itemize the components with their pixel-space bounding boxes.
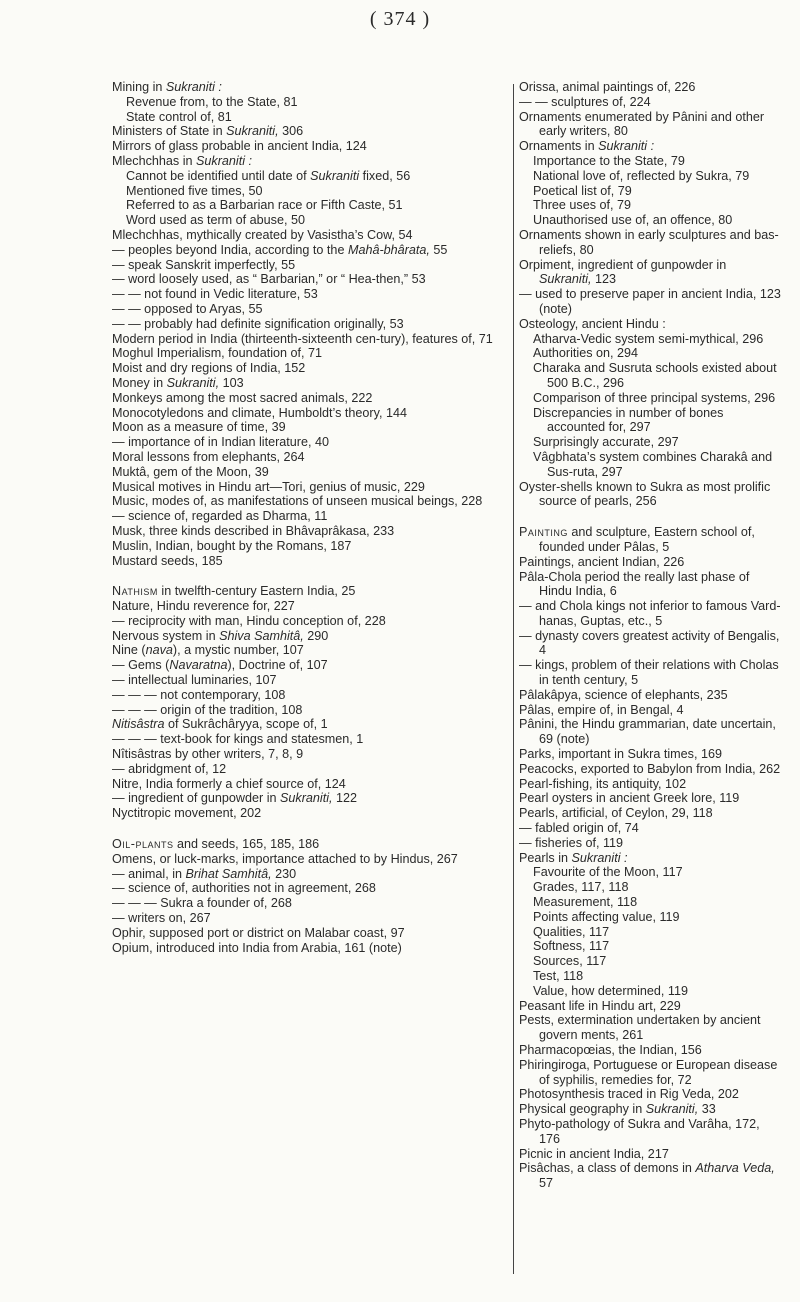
index-entry <box>112 361 510 376</box>
index-entry <box>112 777 510 792</box>
page-number: ( 374 ) <box>369 8 431 30</box>
entry-text: Pânini, the Hindu grammarian, date uncertain, 69 (note) <box>519 717 776 747</box>
index-subentry <box>112 95 510 110</box>
index-entry <box>519 570 781 600</box>
index-entry <box>112 509 510 524</box>
index-subentry <box>519 969 781 984</box>
index-entry <box>519 1013 781 1043</box>
entry-italic-title: Mahâ-bhârata, <box>347 242 430 257</box>
index-entry <box>519 1161 781 1191</box>
entry-text: — reciprocity with man, Hindu conception of, 228 <box>112 613 386 628</box>
index-entry <box>519 629 781 659</box>
entry-text: Pâlakâpya, science of elephants, 235 <box>519 687 728 702</box>
entry-page-ref: 103 <box>219 375 244 390</box>
index-subentry <box>519 880 781 895</box>
index-entry <box>519 80 781 95</box>
entry-text: — kings, problem of their relations with Cholas in tenth century, 5 <box>519 658 779 688</box>
index-subentry <box>519 435 781 450</box>
entry-text: Charaka and Susruta schools existed about 500 B.C., 296 <box>533 361 777 390</box>
column-divider <box>513 84 514 1274</box>
entry-lead-word: Oil-plants <box>112 837 174 852</box>
index-subentry <box>519 954 781 969</box>
entry-italic-title: Brihat Samhitâ, <box>185 866 272 881</box>
index-entry <box>112 896 510 911</box>
entry-text: Nîtisâstras by other writers, 7, 8, 9 <box>112 747 304 762</box>
entry-text: Pisâchas, a class of demons in <box>519 1161 696 1176</box>
index-entry <box>112 139 510 154</box>
entry-text: — and Chola kings not inferior to famous Vard-hanas, Guptas, etc., 5 <box>519 599 781 628</box>
index-subentry <box>112 213 510 228</box>
entry-page-ref: 55 <box>429 242 448 257</box>
entry-text: Pâla-Chola period the really last phase of Hindu India, 6 <box>519 569 750 599</box>
index-column-left <box>112 80 510 955</box>
index-entry <box>112 317 510 332</box>
entry-text: Moral lessons from elephants, 264 <box>112 449 305 464</box>
entry-text: — intellectual luminaries, 107 <box>112 673 277 688</box>
entry-text: — peoples beyond India, according to the <box>112 242 348 257</box>
entry-text: — importance of in Indian literature, 40 <box>112 435 330 450</box>
index-entry <box>112 435 510 450</box>
entry-text: — animal, in <box>112 866 186 881</box>
entry-text: Moist and dry regions of India, 152 <box>112 361 306 376</box>
entry-text: — science of, authorities not in agreement, 268 <box>112 881 376 896</box>
index-entry <box>112 703 510 718</box>
index-subentry <box>519 213 781 228</box>
index-entry <box>519 317 781 332</box>
entry-text: Poetical list of, 79 <box>533 183 632 198</box>
entry-text: Phyto-pathology of Sukra and Varâha, 172, 176 <box>519 1116 760 1146</box>
index-subentry <box>519 895 781 910</box>
entry-italic-title: Sukraniti : <box>196 153 252 168</box>
entry-text: Nitre, India formerly a chief source of, 124 <box>112 776 346 791</box>
entry-text: Pharmacopœias, the Indian, 156 <box>519 1043 702 1057</box>
index-entry <box>519 747 781 762</box>
index-subentry <box>519 184 781 199</box>
entry-italic-title: Sukraniti : <box>571 850 628 865</box>
entry-italic-title: Atharva Veda, <box>695 1161 775 1176</box>
index-subentry <box>112 110 510 125</box>
index-entry <box>112 614 510 629</box>
entry-text: Mining in <box>112 80 166 94</box>
entry-page-ref: 122 <box>332 791 358 806</box>
index-entry <box>112 80 510 95</box>
entry-text: Ministers of State in <box>112 124 227 139</box>
entry-italic-title: nava <box>145 643 173 658</box>
index-entry <box>112 391 510 406</box>
entry-page-ref: fixed, 56 <box>359 168 411 183</box>
index-entry <box>519 688 781 703</box>
entry-text: Music, modes of, as manifestations of unseen musical beings, 228 <box>112 494 483 509</box>
entry-text: Mlechchhas in <box>112 153 196 168</box>
index-subentry <box>519 910 781 925</box>
entry-text: Picnic in ancient India, 217 <box>519 1146 669 1161</box>
index-entry <box>112 272 510 287</box>
entry-page-ref: 57 <box>539 1176 554 1191</box>
index-entry <box>112 599 510 614</box>
entry-text: Ornaments shown in early sculptures and bas-reliefs, 80 <box>519 227 779 257</box>
index-entry <box>112 243 510 258</box>
entry-italic-title: Sukraniti <box>310 168 360 183</box>
entry-text: Nyctitropic movement, 202 <box>112 806 262 821</box>
entry-text: — fabled origin of, 74 <box>519 821 639 836</box>
entry-text: Mentioned five times, 50 <box>126 183 263 198</box>
index-entry <box>112 346 510 361</box>
entry-text: Osteology, ancient Hindu : <box>519 316 666 331</box>
index-entry <box>112 881 510 896</box>
index-entry <box>112 658 510 673</box>
index-entry <box>519 95 781 110</box>
index-entry <box>519 110 781 140</box>
entry-text: Photosynthesis traced in Rig Veda, 202 <box>519 1087 739 1102</box>
entry-text: — — not found in Vedic literature, 53 <box>112 287 318 302</box>
entry-text: — fisheries of, 119 <box>519 835 624 850</box>
entry-text: Unauthorised use of, an offence, 80 <box>533 213 733 228</box>
entry-page-ref: 230 <box>271 866 297 881</box>
index-entry <box>112 302 510 317</box>
index-entry <box>519 791 781 806</box>
entry-text: — science of, regarded as Dharma, 11 <box>112 509 328 524</box>
index-entry <box>519 1117 781 1147</box>
index-subentry <box>519 984 781 999</box>
index-entry <box>519 287 781 317</box>
entry-text: Discrepancies in number of bones accounted for, 297 <box>533 405 724 435</box>
index-entry <box>519 228 781 258</box>
entry-text: — word loosely used, as “ Barbarian,” or “ Hea-then,” 53 <box>112 272 426 287</box>
entry-text: Paintings, ancient Indian, 226 <box>519 554 685 569</box>
entry-text: and sculpture, Eastern school of, founded under Pâlas, 5 <box>539 525 755 554</box>
entry-text: Pests, extermination undertaken by ancient govern ments, 261 <box>519 1013 761 1043</box>
index-entry <box>112 332 510 347</box>
entry-text: — — opposed to Aryas, 55 <box>112 301 263 316</box>
index-subentry <box>519 939 781 954</box>
entry-text: Musk, three kinds described in Bhâvaprâkasa, 233 <box>112 523 395 538</box>
index-entry <box>112 124 510 139</box>
index-entry <box>519 139 781 154</box>
index-entry <box>519 1087 781 1102</box>
entry-text: — Gems ( <box>112 658 170 673</box>
index-entry <box>519 777 781 792</box>
index-entry <box>112 287 510 302</box>
entry-text: Opium, introduced into India from Arabia, 161 (note) <box>112 940 402 955</box>
entry-text: Surprisingly accurate, 297 <box>533 435 679 450</box>
entry-text: — — sculptures of, 224 <box>519 94 651 109</box>
entry-text: Modern period in India (thirteenth-sixteenth cen-tury), features of, 71 <box>112 331 493 346</box>
entry-text: Pâlas, empire of, in Bengal, 4 <box>519 702 684 717</box>
entry-text: Word used as term of abuse, 50 <box>126 213 305 228</box>
entry-page-ref: 123 <box>591 272 617 287</box>
index-entry <box>112 480 510 495</box>
entry-text: Phiringiroga, Portuguese or European disease of syphilis, remedies for, 72 <box>519 1057 778 1087</box>
entry-text: Favourite of the Moon, 117 <box>533 865 683 880</box>
entry-text: Moghul Imperialism, foundation of, 71 <box>112 346 323 361</box>
index-entry <box>112 911 510 926</box>
index-entry <box>112 406 510 421</box>
index-subentry <box>519 346 781 361</box>
entry-text: Musical motives in Hindu art—Tori, genius of music, 229 <box>112 479 425 494</box>
entry-text: Peacocks, exported to Babylon from India, 262 <box>519 761 781 776</box>
entry-italic-lead: Nitisâstra <box>112 717 165 732</box>
index-subentry <box>519 406 781 436</box>
entry-text: — — — origin of the tradition, 108 <box>112 702 303 717</box>
entry-text: Nature, Hindu reverence for, 227 <box>112 599 295 614</box>
index-entry <box>519 717 781 747</box>
index-entry <box>519 762 781 777</box>
entry-text: Value, how determined, 119 <box>533 983 688 998</box>
entry-text: Mustard seeds, 185 <box>112 553 223 568</box>
entry-page-ref: ), a mystic number, 107 <box>172 643 304 658</box>
index-entry <box>519 658 781 688</box>
index-entry <box>519 480 781 510</box>
entry-text: Authorities on, 294 <box>533 346 639 361</box>
index-entry <box>519 806 781 821</box>
index-entry <box>112 154 510 169</box>
entry-text: Vâgbhata’s system combines Charakâ and Sus-ruta, 297 <box>533 449 773 479</box>
entry-lead-word: Nathism <box>112 584 158 599</box>
index-subentry <box>519 450 781 480</box>
index-subentry <box>112 184 510 199</box>
index-entry <box>112 450 510 465</box>
entry-text: Grades, 117, 118 <box>533 880 629 895</box>
index-entry <box>112 629 510 644</box>
index-subentry <box>519 925 781 940</box>
entry-text: — used to preserve paper in ancient India, 123 (note) <box>519 287 781 316</box>
entry-text: Moon as a measure of time, 39 <box>112 420 286 435</box>
entry-text: Ornaments in <box>519 139 599 154</box>
index-entry <box>112 228 510 243</box>
entry-text: Peasant life in Hindu art, 229 <box>519 998 681 1013</box>
index-subentry <box>519 391 781 406</box>
entry-text: National love of, reflected by Sukra, 79 <box>533 168 750 183</box>
entry-text: Softness, 117 <box>533 939 610 954</box>
entry-italic-title: Sukraniti, <box>539 272 592 287</box>
entry-italic-title: Shiva Samhitâ, <box>219 628 304 643</box>
index-entry <box>112 867 510 882</box>
entry-text: Pearl oysters in ancient Greek lore, 119 <box>519 791 740 806</box>
index-entry <box>112 643 510 658</box>
entry-text: Orissa, animal paintings of, 226 <box>519 80 696 94</box>
entry-italic-title: Sukraniti, <box>166 375 220 390</box>
entry-text: — — — Sukra a founder of, 268 <box>112 896 292 911</box>
index-column-right <box>519 80 781 1191</box>
index-subentry <box>519 361 781 391</box>
entry-text: Mlechchhas, mythically created by Vasistha’s Cow, 54 <box>112 227 413 242</box>
entry-text: Ornaments enumerated by Pânini and other early writers, 80 <box>519 109 765 139</box>
entry-text: Money in <box>112 375 167 390</box>
entry-text: Monkeys among the most sacred animals, 222 <box>112 390 373 405</box>
entry-text: Nervous system in <box>112 628 220 643</box>
index-entry <box>519 258 781 288</box>
index-subentry <box>519 169 781 184</box>
entry-italic-title: Sukraniti : <box>598 139 655 154</box>
entry-text: Pearl-fishing, its antiquity, 102 <box>519 776 687 791</box>
entry-text: Physical geography in <box>519 1102 646 1117</box>
index-entry <box>112 762 510 777</box>
entry-text: of Sukrâchâryya, scope of, 1 <box>164 717 328 732</box>
entry-page-ref: 306 <box>278 124 304 139</box>
entry-text: Points affecting value, 119 <box>533 909 680 924</box>
index-subentry <box>519 332 781 347</box>
entry-text: — — — not contemporary, 108 <box>112 687 286 702</box>
entry-text: — — — text-book for kings and statesmen, 1 <box>112 732 364 747</box>
entry-text: — dynasty covers greatest activity of Bengalis, 4 <box>519 628 780 658</box>
index-subentry <box>112 169 510 184</box>
entry-text: Ophir, supposed port or district on Malabar coast, 97 <box>112 925 405 940</box>
entry-text: Three uses of, 79 <box>533 198 632 213</box>
entry-italic-title: Sukraniti, <box>280 791 333 806</box>
entry-text: Pearls, artificial, of Ceylon, 29, 118 <box>519 806 713 821</box>
index-entry <box>519 851 781 866</box>
entry-text: Orpiment, ingredient of gunpowder in <box>519 257 727 272</box>
index-entry <box>112 494 510 509</box>
index-entry <box>519 1043 781 1058</box>
index-entry <box>519 836 781 851</box>
index-entry <box>112 524 510 539</box>
index-entry <box>112 837 510 852</box>
index-entry <box>112 465 510 480</box>
entry-text: — abridgment of, 12 <box>112 761 227 776</box>
entry-text: in twelfth-century Eastern India, 25 <box>157 584 356 599</box>
index-entry <box>519 999 781 1014</box>
index-entry <box>112 926 510 941</box>
index-entry <box>519 821 781 836</box>
index-entry <box>519 555 781 570</box>
index-subentry <box>519 865 781 880</box>
index-entry <box>112 791 510 806</box>
entry-text: Qualities, 117 <box>533 924 610 939</box>
entry-text: Mirrors of glass probable in ancient India, 124 <box>112 139 367 154</box>
entry-text: Revenue from, to the State, 81 <box>126 94 298 109</box>
index-entry <box>112 584 510 599</box>
entry-text: Muslin, Indian, bought by the Romans, 187 <box>112 538 352 553</box>
entry-text: Atharva-Vedic system semi-mythical, 296 <box>533 331 764 346</box>
index-entry <box>112 376 510 391</box>
entry-text: Importance to the State, 79 <box>533 153 685 168</box>
entry-page-ref: 290 <box>303 628 329 643</box>
entry-text: — ingredient of gunpowder in <box>112 791 281 806</box>
entry-text: — writers on, 267 <box>112 911 211 926</box>
entry-text: Test, 118 <box>533 969 584 984</box>
index-entry <box>112 420 510 435</box>
index-subentry <box>112 198 510 213</box>
index-entry <box>519 1147 781 1162</box>
index-entry <box>112 747 510 762</box>
entry-text: Nine ( <box>112 643 146 658</box>
entry-text: Oyster-shells known to Sukra as most prolific source of pearls, 256 <box>519 479 771 509</box>
entry-text: Parks, important in Sukra times, 169 <box>519 747 722 762</box>
entry-text: State control of, 81 <box>126 109 232 124</box>
entry-page-ref: 33 <box>698 1102 716 1117</box>
index-subentry <box>519 154 781 169</box>
index-entry <box>519 703 781 718</box>
entry-italic-title: Sukraniti : <box>165 80 222 94</box>
entry-page-ref: ), Doctrine of, 107 <box>227 658 328 673</box>
index-entry <box>112 554 510 569</box>
entry-text: Comparison of three principal systems, 296 <box>533 390 776 405</box>
entry-italic-title: Sukraniti, <box>226 124 279 139</box>
entry-lead-word: Painting <box>519 525 568 540</box>
index-entry <box>112 717 510 732</box>
entry-text: Monocotyledons and climate, Humboldt’s theory, 144 <box>112 405 407 420</box>
index-entry <box>112 688 510 703</box>
entry-text: Measurement, 118 <box>533 895 638 910</box>
entry-text: Pearls in <box>519 850 572 865</box>
entry-text: Cannot be identified until date of <box>126 168 311 183</box>
entry-text: and seeds, 165, 185, 186 <box>173 837 320 852</box>
entry-text: — — probably had definite signification originally, 53 <box>112 316 404 331</box>
index-entry <box>519 525 781 555</box>
entry-text: Muktâ, gem of the Moon, 39 <box>112 464 269 479</box>
entry-text: Sources, 117 <box>533 954 607 969</box>
index-entry <box>112 673 510 688</box>
index-entry <box>112 806 510 821</box>
index-entry <box>112 852 510 867</box>
index-entry <box>112 941 510 956</box>
index-entry <box>519 1058 781 1088</box>
entry-text: — speak Sanskrit imperfectly, 55 <box>112 257 296 272</box>
index-entry <box>519 599 781 629</box>
index-entry <box>112 732 510 747</box>
index-entry <box>519 1102 781 1117</box>
entry-italic-title: Navaratna <box>169 658 228 673</box>
index-entry <box>112 258 510 273</box>
index-entry <box>112 539 510 554</box>
entry-text: Referred to as a Barbarian race or Fifth Caste, 51 <box>126 198 403 213</box>
index-subentry <box>519 198 781 213</box>
entry-italic-title: Sukraniti, <box>645 1102 699 1117</box>
entry-text: Omens, or luck-marks, importance attached to by Hindus, 267 <box>112 851 458 866</box>
